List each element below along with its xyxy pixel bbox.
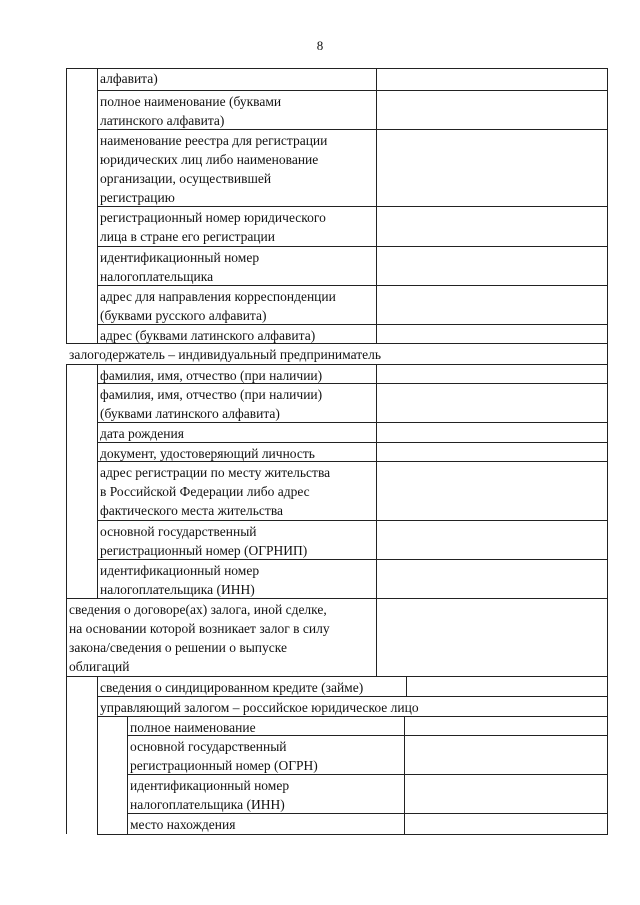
row-label: сведения о синдицированном кредите (займе) [100, 680, 364, 695]
rule [97, 676, 98, 835]
rule [97, 90, 607, 91]
rule [97, 422, 607, 423]
row-label: место нахождения [130, 817, 236, 832]
row-label: основной государственный регистрационный номер (ОГРНИП) [100, 524, 308, 558]
rule [97, 129, 607, 130]
page-number: 8 [316, 38, 324, 53]
row-label: идентификационный номер налогоплательщика (ИНН) [130, 778, 290, 812]
rule [97, 68, 98, 344]
rule [127, 735, 607, 736]
rule [127, 716, 128, 835]
rule [97, 206, 607, 207]
rule [406, 676, 407, 697]
row-label: регистрационный номер юридического лица в стране его регистрации [100, 210, 326, 244]
row-label: наименование реестра для регистрации юридических лиц либо наименование организации, осуществившей регистрацию [100, 133, 328, 205]
rule [376, 364, 377, 677]
rule [66, 364, 607, 365]
row-label: фамилия, имя, отчество (при наличии) (буквами латинского алфавита) [100, 387, 323, 421]
rule [376, 68, 377, 344]
section-header: залогодержатель – индивидуальный предприниматель [69, 347, 382, 362]
rule [97, 364, 98, 599]
rule [404, 716, 405, 835]
rule [97, 285, 607, 286]
rule [97, 559, 607, 560]
rule [66, 68, 607, 69]
rule [97, 246, 607, 247]
row-label: полное наименование [130, 720, 256, 735]
row-label: идентификационный номер налогоплательщика [100, 250, 260, 284]
row-label: адрес регистрации по месту жительства в Российской Федерации либо адрес фактического места жительства [100, 465, 331, 518]
rule [66, 676, 607, 677]
section-header: управляющий залогом – российское юридическое лицо [100, 700, 419, 715]
rule [97, 461, 607, 462]
row-label: документ, удостоверяющий личность [100, 446, 315, 461]
rule [66, 343, 607, 344]
row-label: алфавита) [100, 71, 158, 86]
rule [97, 834, 607, 835]
rule [97, 696, 607, 697]
row-label: полное наименование (буквами латинского алфавита) [100, 94, 282, 128]
rule [97, 383, 607, 384]
row-label: основной государственный регистрационный номер (ОГРН) [130, 739, 318, 773]
row-label: дата рождения [100, 426, 184, 441]
rule [97, 442, 607, 443]
row-label: сведения о договоре(ах) залога, иной сделке, на основании которой возникает залог в силу закона/сведения о решении о выпуске облигаций [69, 602, 330, 674]
rule [97, 324, 607, 325]
rule [127, 774, 607, 775]
rule [127, 813, 607, 814]
rule [66, 598, 607, 599]
row-label: адрес (буквами латинского алфавита) [100, 328, 316, 343]
rule [97, 520, 607, 521]
row-label: адрес для направления корреспонденции (буквами русского алфавита) [100, 289, 336, 323]
rule [97, 716, 607, 717]
rule [66, 68, 67, 344]
row-label: фамилия, имя, отчество (при наличии) [100, 368, 323, 383]
rule [66, 364, 67, 834]
rule [607, 68, 608, 835]
row-label: идентификационный номер налогоплательщика (ИНН) [100, 563, 260, 597]
